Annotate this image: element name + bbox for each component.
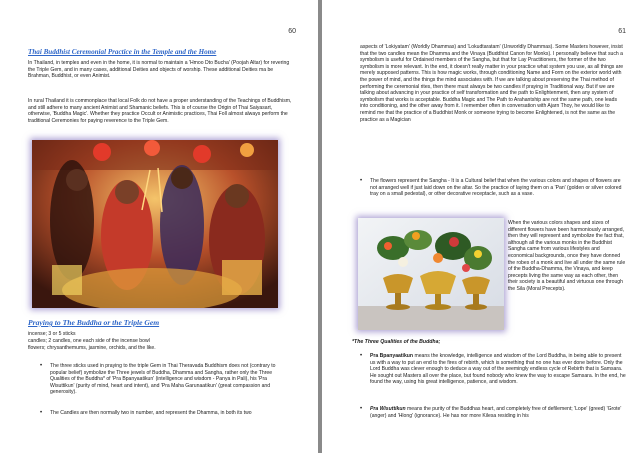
bullet-icon: • (360, 353, 363, 359)
term-description: means the knowledge, intelligence and wisdom of the Lord Buddha, in being able to present us with a way to put an end to the fires of rebirth, which is something that no one has ever done before. Only the Lord Buddha was clever enough to deduce a way out of the seemingly endless cycle of Rebirth that is Samsara. He sought out Masters all over the place, but found nobody who knew the way to escape Samsara. In the end, he found the way, using his great intelligence, patience, and wisdom. (370, 353, 626, 386)
term-description: means the purity of the Buddhas heart, and completely free of defilement; 'Lope' (greed) 'Grote' (anger) and 'Hlong' (ignorance). He has nor more Kilesa residing in his (370, 406, 622, 419)
bullet-icon: • (360, 178, 363, 184)
list-item-text (370, 406, 626, 419)
praying-subheading: Praying to The Buddha or the Triple Gem (28, 318, 160, 327)
qualities-caption: *The Three Qualities of the Buddha; (352, 339, 441, 345)
term-pra-wisuttikun: Pra Wisuttikun (370, 406, 406, 412)
list-item (360, 353, 626, 386)
bullet-icon: • (40, 410, 43, 416)
list-item (40, 410, 292, 417)
temple-worship-photo (32, 140, 278, 308)
bullet-icon: • (360, 406, 363, 412)
left-page (0, 0, 318, 453)
sangha-side-text: When the various colors shapes and sizes of different flowers have been harmoniously arranged, then they will represent and symbolize the fact that, although all the various monks in the Buddhist Sangha came from various lifestyles and economical backgrounds, once they have donned the robes of a monk and live all under the same rule of the Buddha-Dhamma, the Vinaya, and keep precepts living the same way as each other, then their society is a beautiful and virtuous one through the Sila (Moral Precepts). (508, 220, 626, 292)
list-item-text: The Candles are then normally two in number, and represent the Dhamma, in both its two (50, 410, 252, 416)
page-number: 60 (288, 28, 296, 35)
rural-paragraph: In rural Thailand it is commonplace that local Folk do not have a proper understanding of the Teachings of Buddhism, and still adhere to many ancient Animist and Shamanic beliefs. This is of course the Origin of Thai Saiyasart, otherwise, 'Buddha Magic'. Whether they practice Occult or Animistic practices, Thai Foll almost always perform the traditional Ceremonies for paying reverence to the Triple Gem. (28, 98, 292, 124)
list-item-text: The three sticks used in praying to the triple Gem in Thai Theravada Buddhism does not (contrary to popular belief) symbolize the Three jewels of Buddha, Dhamma and Sangha, rather only the Three Qualities of the Buddha* of 'Pra Bpanyaatikun' (intelligence and wisdom - Panya in Pali), his 'Pra Wisuttikun' (purity of mind, heart and intent), and 'Pra Maha Garunaatikun' (great compassion and generosity). (50, 363, 276, 396)
temple-photo-illustration (32, 140, 278, 308)
list-item-text: The flowers represent the Sangha - It is a Cultural belief that when the various colors and shapes of flowers are not arranged well if just laid down on the altar. So the practice of laying them on a 'Pan' (golden or silver colored tray on a small pedestal), or other decorative receptacle, such as a vase. (370, 178, 622, 198)
right-page (322, 0, 640, 453)
intro-paragraph: In Thailand, in temples and even in the home, it is normal to maintain a 'Hmoo Dto Bucha' (Poojah Altar) for revering the Triple Gem, and in many cases, additional Deities and objects of worship. These additional Deities ma be Brahman, Buddhist, or even Animist. (28, 60, 290, 80)
list-item (360, 406, 626, 419)
flower-offering-photo (358, 218, 504, 330)
flower-photo-illustration (358, 218, 504, 330)
list-item-text (370, 353, 626, 386)
page-number: 61 (618, 28, 626, 35)
list-item (40, 363, 292, 396)
bullet-icon: • (40, 363, 43, 369)
items-incense: incense; 3 or 5 sticks (28, 331, 76, 337)
items-flowers: flowers; chrysanthemums, jasmine, orchids, and the like. (28, 345, 156, 351)
items-candles: candles; 2 candles, one each side of the incense bowl (28, 338, 150, 344)
candles-paragraph: aspects of 'Lokiyatam' (Worldly Dhammas) and 'Lokudtaratam' (Unworldly Dhammas). Some Masters however, insist that the two candles mean the Dhamma and the Vinaya (Buddhist Canon for Monks). I personally believe that such a symbolism is useful for Ordained members of the Sangha, but that for Lay Practitioners, the former of the two symbolism is more relevant. In the end, it doesn't really matter in your practice what system you use, as all things are merely supposed patterns. This is how magic works, through conditioning Name and Form on the exterior world with the power of mind, and the things the mind associates with. If we are talking about preserving the Thai method of performing the ceremonial rites, then there must always be two candles if praying in Traditional way. But if we are talking about advancing in your practice of self transformation and the path to Enlightenment, then any system of symbolism that works is acceptable. Buddha Magic and The Path to Arahantship are not the same path, one leads into conditioning, and the other away from it. I remember often in conversation with Ajarn Thoy, he would like to remind me that the practice of a Buddhist Monk or someone trying to become Enlightened, is not the same as the practice as a Magician (360, 44, 624, 123)
section-heading: Thai Buddhist Ceremonial Practice in the Temple and the Home (28, 48, 217, 56)
term-pra-bpanyaatikun: Pra Bpanyaatikun (370, 353, 414, 359)
list-item (360, 178, 624, 198)
